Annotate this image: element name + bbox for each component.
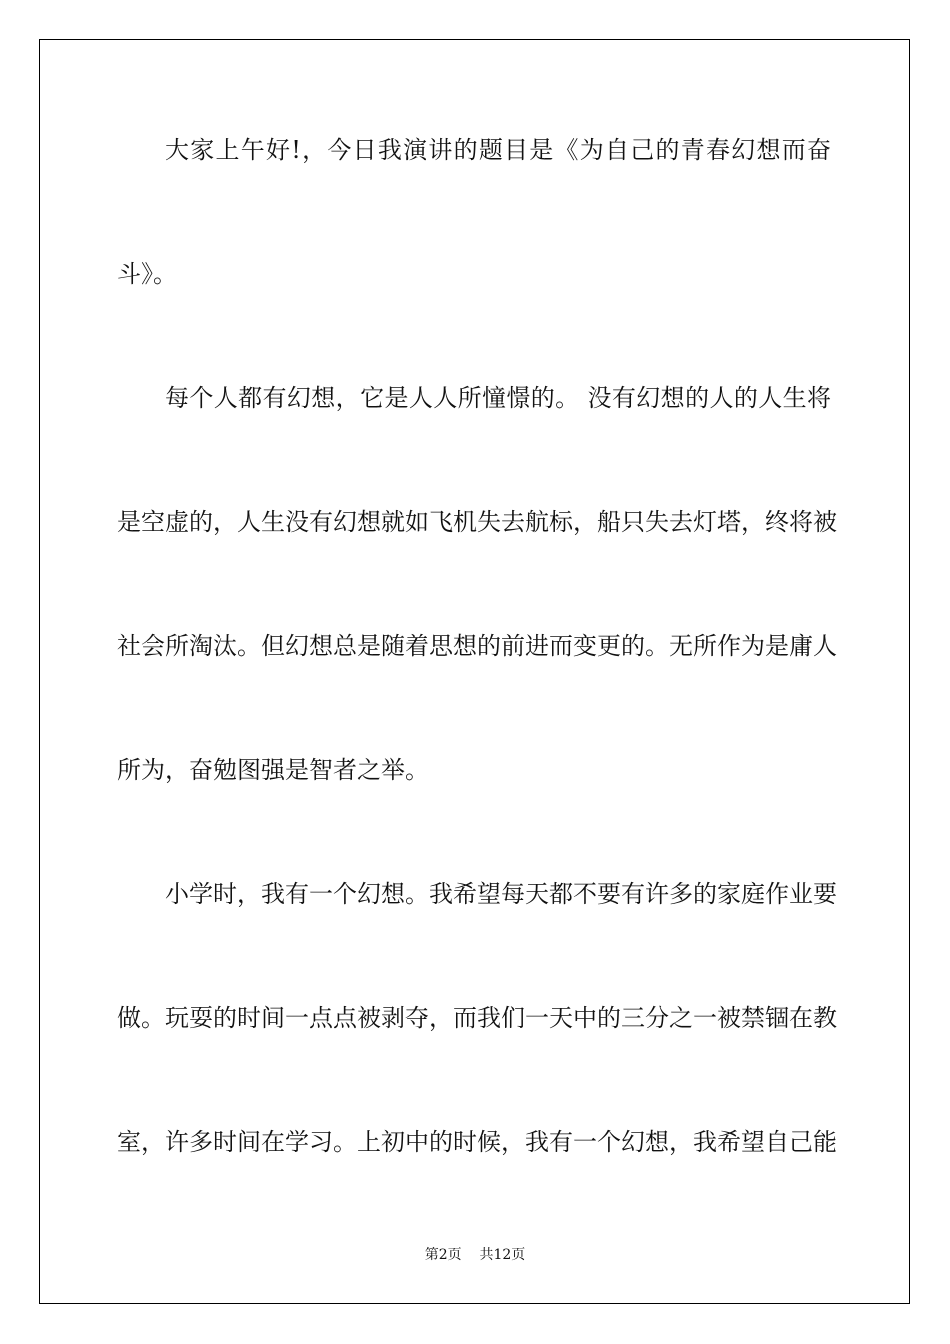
page-total: 共12页 [479,1247,526,1263]
paragraph-1-line-2: 斗》。 [117,260,177,288]
page-border [39,39,910,1304]
page-number: 第2页 [424,1247,462,1263]
paragraph-1-line-1: 大家上午好!，今日我演讲的题目是《为自己的青春幻想而奋 [165,136,831,164]
paragraph-3-line-3: 室，许多时间在学习。上初中的时候，我有一个幻想，我希望自己能 [117,1128,837,1156]
paragraph-3-line-2: 做。玩耍的时间一点点被剥夺，而我们一天中的三分之一被禁锢在教 [117,1004,837,1032]
paragraph-2-line-3: 社会所淘汰。但幻想总是随着思想的前进而变更的。无所作为是庸人 [117,632,837,660]
paragraph-3-line-1: 小学时，我有一个幻想。我希望每天都不要有许多的家庭作业要 [165,880,837,908]
paragraph-2-line-2: 是空虚的，人生没有幻想就如飞机失去航标，船只失去灯塔，终将被 [117,508,837,536]
paragraph-2-line-4: 所为，奋勉图强是智者之举。 [117,756,429,784]
page-footer [0,1246,950,1264]
paragraph-2-line-1: 每个人都有幻想，它是人人所憧憬的。 没有幻想的人的人生将 [165,384,831,412]
